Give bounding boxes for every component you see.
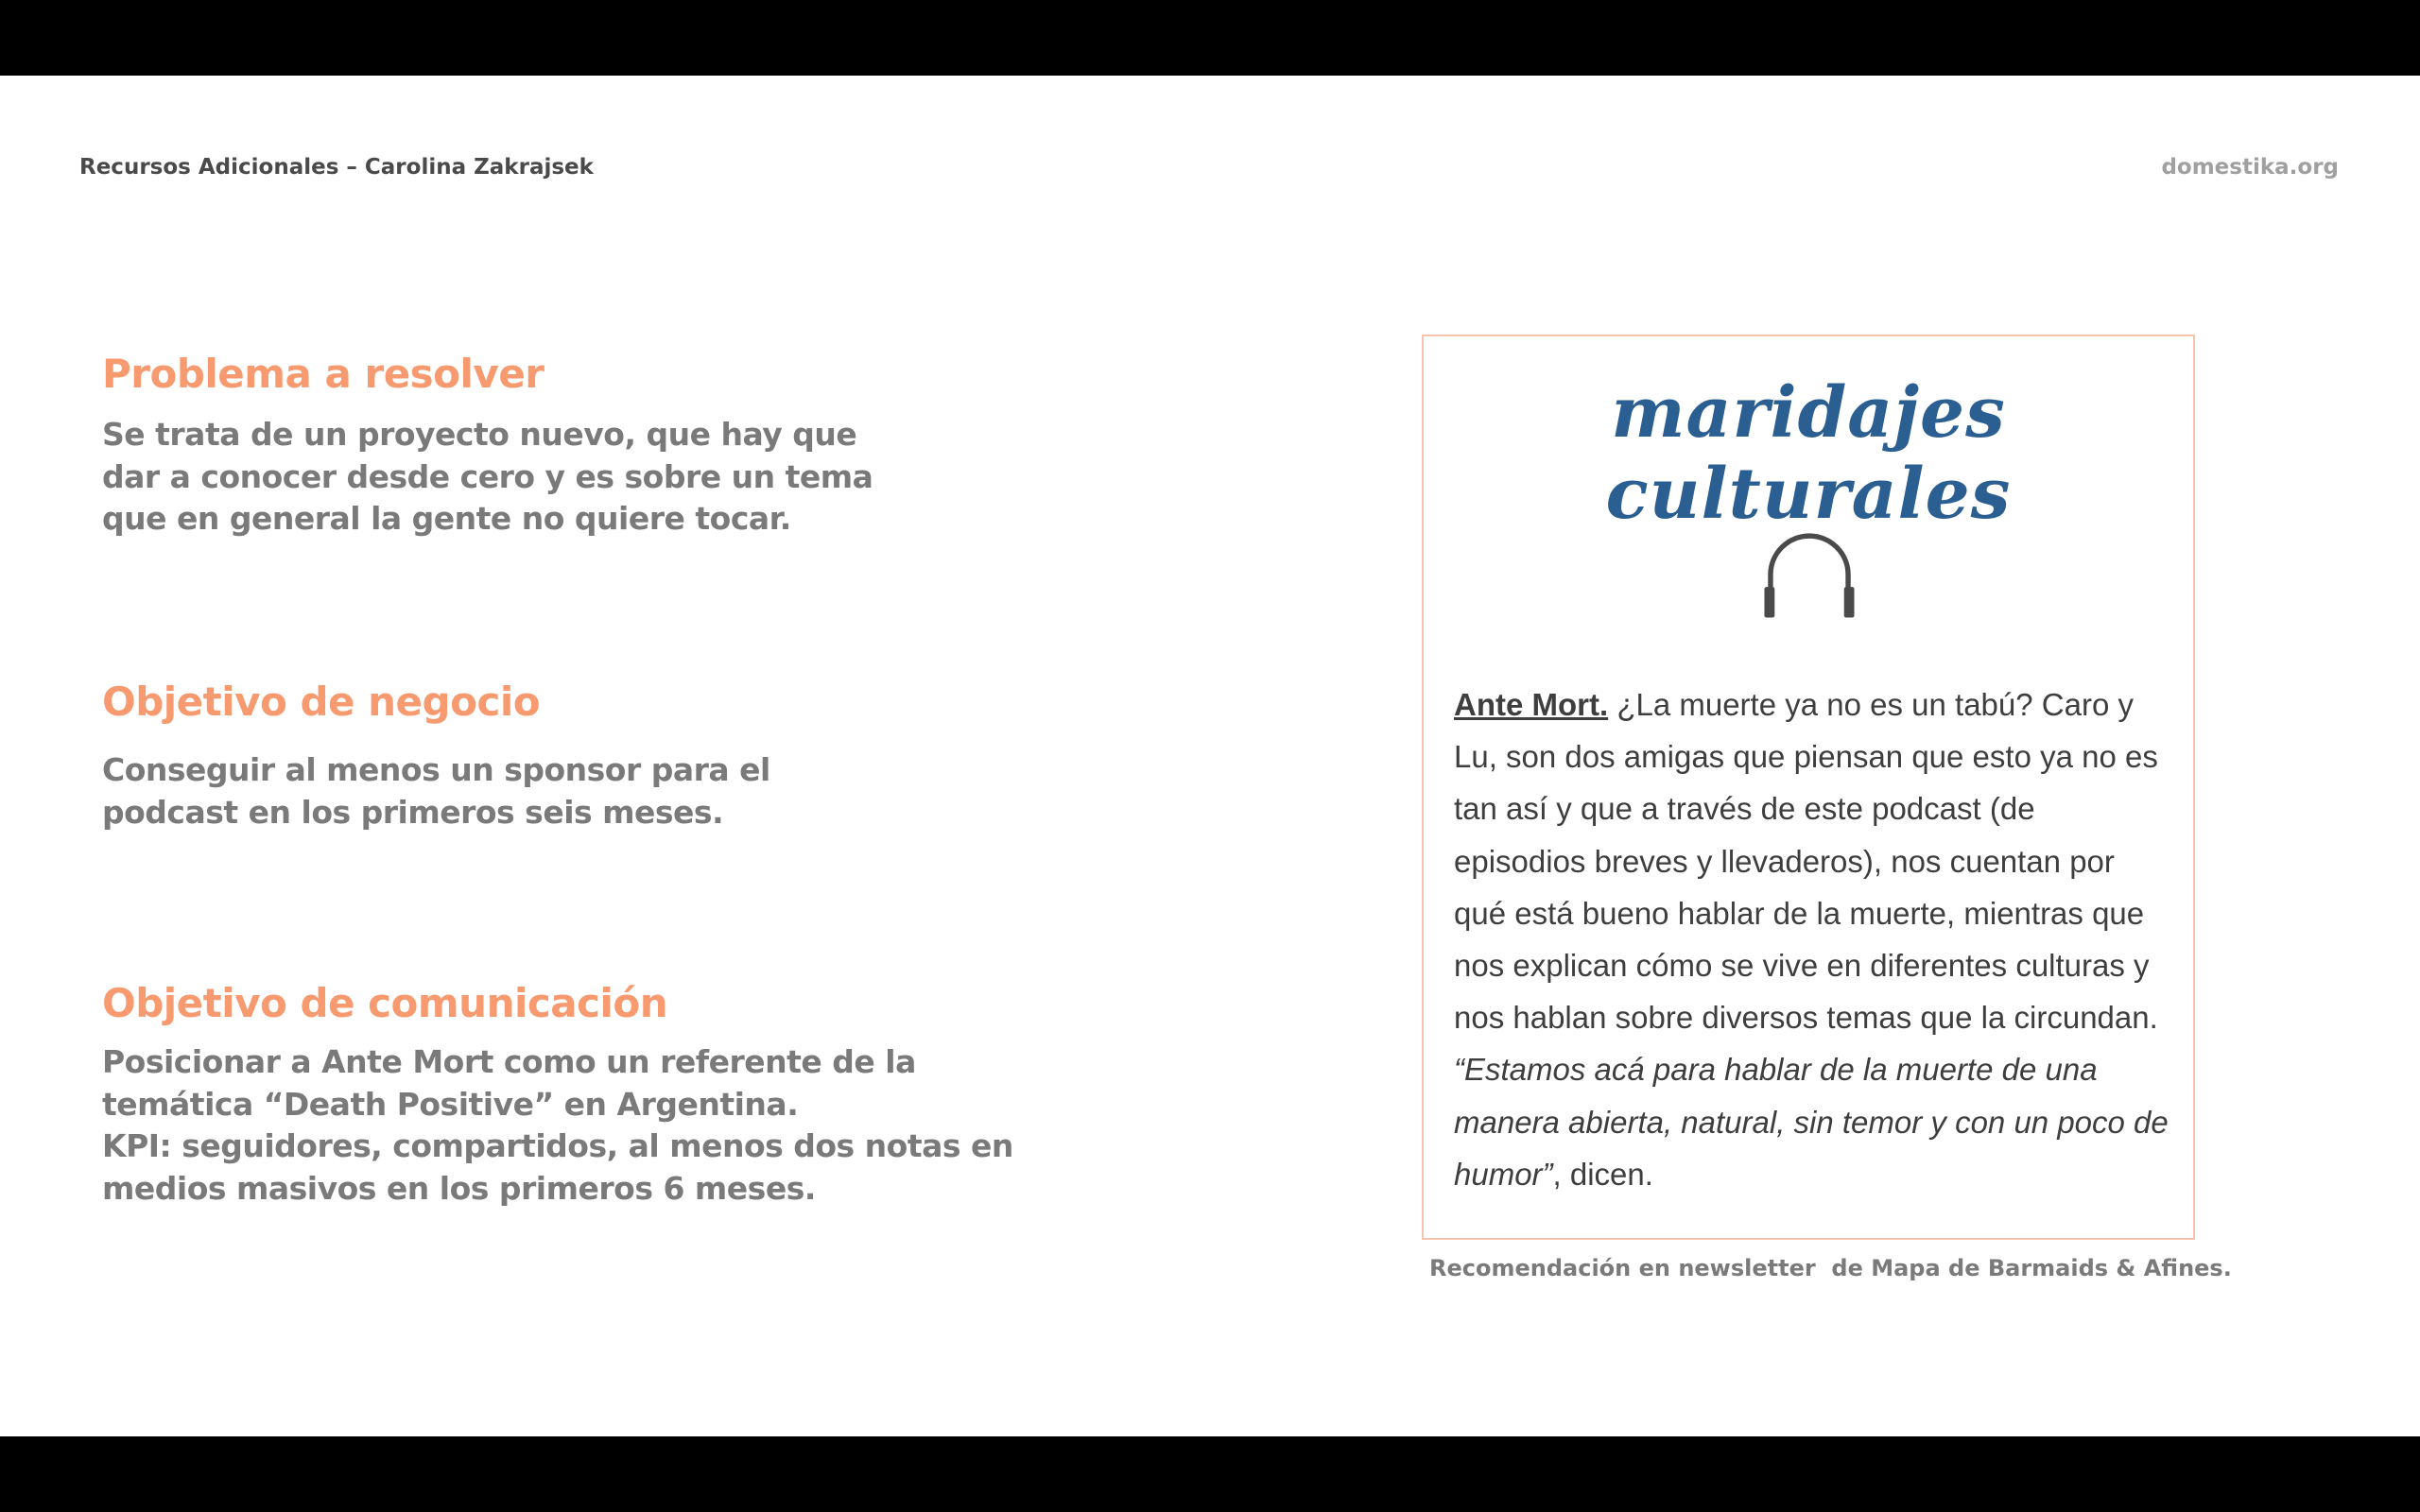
card-caption: Recomendación en newsletter de Mapa de Barmaids & Afines. bbox=[1429, 1255, 2232, 1281]
maridajes-culturales-logo: maridajes culturales bbox=[1605, 372, 2012, 535]
newsletter-card bbox=[1422, 335, 2195, 1240]
section-problem bbox=[102, 348, 1047, 541]
header-course-title: Recursos Adicionales – Carolina Zakrajsek bbox=[79, 155, 594, 180]
section-communication-goal bbox=[102, 977, 1047, 1210]
podcast-quote: “Estamos acá para hablar de la muerte de una manera abierta, natural, sin temor y con un poco de humor” bbox=[1454, 1052, 2169, 1192]
section-title: Problema a resolver bbox=[102, 351, 544, 397]
section-title: Objetivo de comunicación bbox=[102, 980, 668, 1026]
description-end: , dicen. bbox=[1552, 1156, 1653, 1192]
podcast-name: Ante Mort. bbox=[1454, 687, 1609, 722]
headphones-icon bbox=[1758, 522, 1860, 624]
section-body: Se trata de un proyecto nuevo, que hay que dar a conocer desde cero y es sobre un tema que en general la gente no quiere tocar. bbox=[102, 416, 873, 537]
section-business-goal bbox=[102, 676, 1047, 833]
podcast-description bbox=[1454, 679, 2172, 1200]
header-site-link[interactable]: domestika.org bbox=[2161, 155, 2339, 180]
section-body: Posicionar a Ante Mort como un referente de la temática “Death Positive” en Argentina. KPI: seguidores, compartidos, al menos dos notas en medios masivos en los primeros 6 meses. bbox=[102, 1043, 1013, 1207]
section-body: Conseguir al menos un sponsor para el podcast en los primeros seis meses. bbox=[102, 751, 770, 831]
section-title: Objetivo de negocio bbox=[102, 679, 541, 725]
description-text: ¿La muerte ya no es un tabú? Caro y Lu, son dos amigas que piensan que esto ya no es tan así y que a través de este podcast (de episodios breves y llevaderos), nos cuentan por qué está bueno hablar de la muerte, mientras que nos explican cómo se vive en diferentes culturas y nos hablan sobre diversos temas que la circundan. bbox=[1454, 687, 2158, 1036]
